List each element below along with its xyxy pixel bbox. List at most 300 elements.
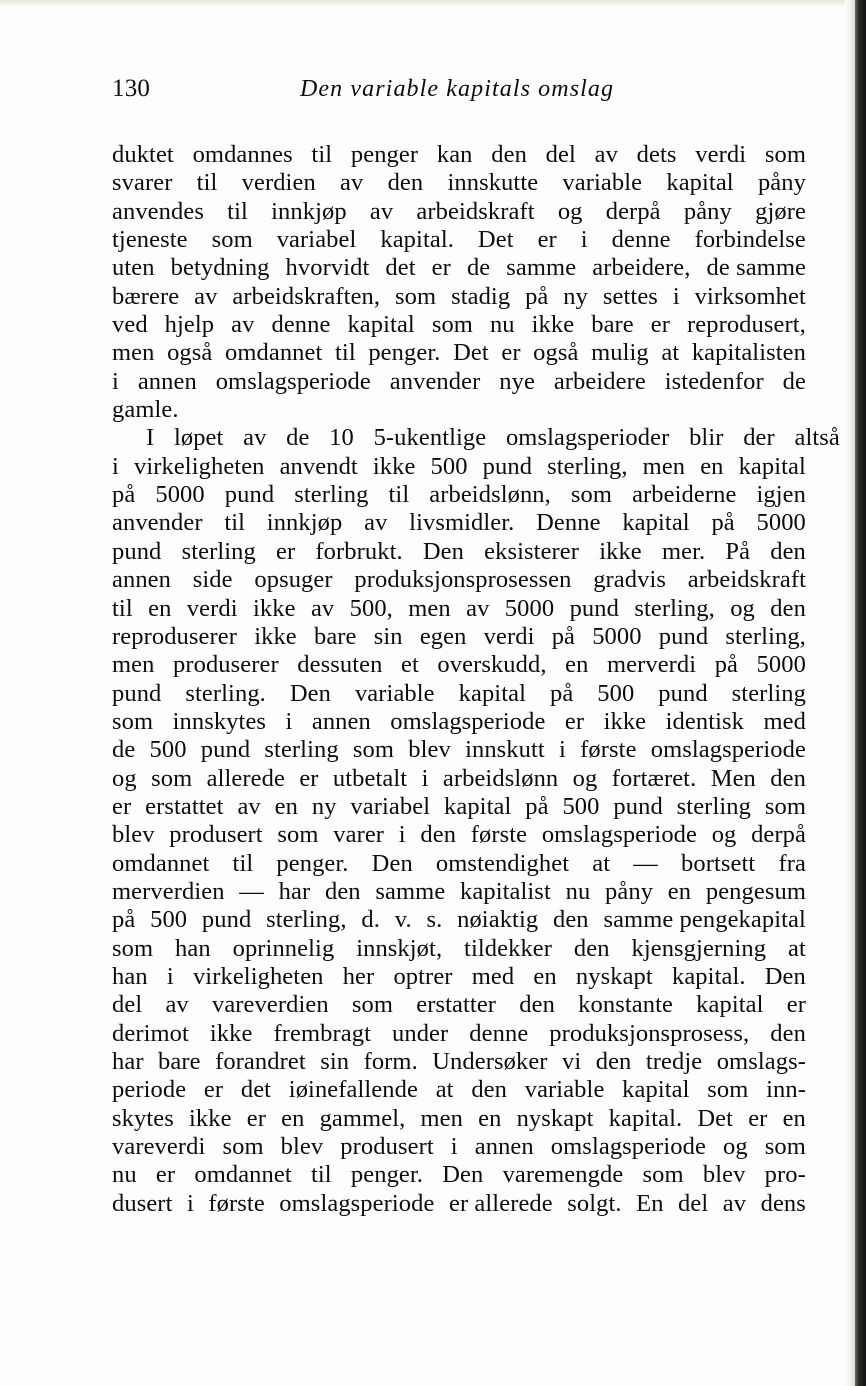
word: gammel, <box>319 1104 406 1132</box>
word: 500 <box>597 679 635 707</box>
word: eksisterer <box>484 537 580 565</box>
text-line <box>112 1133 806 1161</box>
body-text-block <box>112 141 840 1218</box>
word: på <box>112 481 136 509</box>
word: at <box>592 849 611 877</box>
paragraph <box>112 424 840 1218</box>
word: på <box>711 509 735 537</box>
word: pund <box>482 452 533 480</box>
word: av <box>237 792 261 820</box>
word: utbetalt <box>332 764 408 792</box>
word: omdannet <box>194 1161 292 1189</box>
word: v. <box>394 906 412 934</box>
word: blev <box>112 821 155 849</box>
word: som <box>707 1076 749 1104</box>
word: i <box>186 1189 194 1217</box>
word: kjensgjerning <box>631 934 767 962</box>
word: omslagsperiode <box>279 1189 435 1217</box>
word: som <box>112 934 154 962</box>
word: pund <box>658 622 709 650</box>
word: arbeidslønn, <box>429 481 551 509</box>
word: del <box>678 1189 709 1217</box>
word: den <box>387 169 424 197</box>
word: kapital. <box>380 226 454 254</box>
word: på <box>549 679 574 707</box>
scan-binding-edge <box>855 0 866 1386</box>
text-line <box>112 991 806 1019</box>
word: at <box>661 339 680 367</box>
word: livsmidler. <box>409 509 515 537</box>
word: en <box>148 594 172 622</box>
word: har <box>278 877 311 905</box>
word: kapital <box>347 311 415 339</box>
word: nye <box>499 367 535 395</box>
text-line <box>112 424 840 452</box>
word: påny <box>605 877 654 905</box>
word: den <box>519 991 555 1019</box>
word: annen <box>137 367 197 395</box>
text-line <box>112 793 806 821</box>
word: den <box>770 1019 806 1047</box>
word: nøiaktig <box>457 906 539 934</box>
word: merverdi <box>606 651 697 679</box>
running-head-title: Den variable kapitals omslag <box>300 76 615 102</box>
word: virksomhet <box>694 282 806 310</box>
word: ikke <box>531 311 575 339</box>
word: som <box>112 707 154 735</box>
word: den <box>595 1048 632 1075</box>
word: i <box>450 1133 458 1161</box>
word: en <box>478 1104 502 1132</box>
paragraph <box>112 141 806 424</box>
word: forbindelse <box>694 226 806 254</box>
word: arbeiderne <box>632 481 737 509</box>
word: istedenfor <box>664 367 764 395</box>
word: arbeidskraften, <box>232 282 381 310</box>
word: kapital <box>666 169 734 197</box>
word: forandret <box>215 1048 306 1075</box>
word: sterling <box>181 537 256 565</box>
word: allerede <box>206 764 285 792</box>
word: 10 <box>329 424 354 452</box>
word: annen <box>474 1133 534 1161</box>
word: opsuger <box>254 566 333 594</box>
word: av <box>364 509 388 537</box>
word: ikke <box>603 707 647 735</box>
word: omdannes <box>192 141 293 168</box>
word: den <box>420 821 457 849</box>
word: del <box>545 141 576 168</box>
word: kapitalisten <box>691 339 806 367</box>
word: på <box>714 651 739 679</box>
word: omslagsperiode <box>215 367 371 395</box>
word: er allerede <box>448 1189 553 1217</box>
word: En <box>636 1189 664 1217</box>
word: av <box>165 991 189 1019</box>
word: til <box>227 197 248 225</box>
word: penger. <box>276 849 349 877</box>
word: arbeidere, <box>592 254 691 282</box>
word: produksjonsprosessen <box>354 566 572 594</box>
word: oprinnelig <box>232 934 335 962</box>
text-line <box>112 254 806 282</box>
word: anvender <box>389 367 481 395</box>
word: som <box>764 1133 806 1161</box>
text-line <box>112 198 806 226</box>
word: dessuten <box>297 651 383 679</box>
word: men <box>408 594 451 622</box>
text-line <box>112 906 806 934</box>
word: 5000 <box>756 651 806 679</box>
word: men <box>642 452 686 480</box>
text-line <box>112 509 806 537</box>
word: gjøre <box>755 197 806 225</box>
word: de <box>112 736 136 764</box>
word: erstatter <box>416 991 497 1019</box>
word: dusert <box>112 1189 173 1217</box>
text-line <box>112 453 806 481</box>
word: den <box>552 906 589 934</box>
word: er <box>431 254 451 282</box>
word: dets <box>636 141 677 168</box>
word: den <box>770 537 806 565</box>
word: variable <box>354 679 435 707</box>
word: og <box>711 821 737 849</box>
word: fortæret. <box>611 764 697 792</box>
word: under <box>392 1019 449 1047</box>
word: det <box>385 254 416 282</box>
word: til <box>311 141 333 168</box>
word: men <box>420 1104 463 1132</box>
word: det <box>240 1076 272 1104</box>
word: 500 <box>150 906 188 934</box>
word: i <box>166 962 174 990</box>
word: s. <box>426 906 443 934</box>
word: blir <box>689 424 724 452</box>
word: en <box>667 877 692 905</box>
word: arbeidslønn <box>442 764 559 792</box>
word: og <box>723 1133 748 1161</box>
word: produserer <box>173 651 279 679</box>
word: produksjonsprosess, <box>549 1019 750 1047</box>
word: reproduserer <box>112 622 237 650</box>
word: annen <box>112 566 171 594</box>
word: den <box>471 1076 507 1104</box>
word: pund <box>112 679 162 707</box>
word: kapital. <box>608 1104 683 1132</box>
word: er <box>650 311 670 339</box>
word: pund <box>613 792 663 820</box>
word: av <box>243 424 267 452</box>
text-line <box>112 1105 806 1133</box>
word: første <box>208 1189 265 1217</box>
word: vi <box>562 1048 582 1075</box>
word: pro- <box>764 1161 806 1189</box>
word: er <box>299 764 319 792</box>
text-line <box>112 283 806 311</box>
word: til <box>224 509 246 537</box>
word: innskytes <box>172 707 267 735</box>
word: bare <box>313 622 357 650</box>
word: 5000 <box>592 622 642 650</box>
word: ikke <box>599 537 642 565</box>
word: Det <box>477 226 514 254</box>
word: bærere <box>112 282 180 310</box>
word: bare <box>158 1048 201 1075</box>
word: men <box>112 651 155 679</box>
word: første <box>580 736 637 764</box>
word: den <box>324 877 361 905</box>
word: som <box>431 311 473 339</box>
word: også <box>533 339 579 367</box>
word: er <box>155 1161 176 1189</box>
word: vareverdi <box>112 1133 206 1161</box>
word: sterling, <box>725 622 806 650</box>
word: varer <box>333 821 385 849</box>
text-line <box>112 339 806 367</box>
word: 500 <box>562 792 600 820</box>
word: også <box>167 339 213 367</box>
word: omdannet <box>224 339 323 367</box>
word: ikke <box>252 594 296 622</box>
word: solgt. <box>567 1189 622 1217</box>
word: samme pengekapital <box>603 906 806 934</box>
word: som <box>764 792 806 820</box>
word: den <box>770 594 806 622</box>
word: omslagsperiode <box>390 707 546 735</box>
word: 5000 <box>756 509 806 537</box>
word: her <box>342 962 375 990</box>
word: en <box>281 1104 305 1132</box>
word: settes <box>602 282 658 310</box>
word: nyskapt <box>575 962 653 990</box>
word: og <box>730 594 755 622</box>
word: annen <box>311 707 371 735</box>
word: derimot <box>112 1019 189 1047</box>
word: 5000 <box>504 594 555 622</box>
word: virkeligheten <box>192 962 324 990</box>
scan-gutter <box>845 0 855 1386</box>
word: kan <box>436 141 473 168</box>
word: ny <box>563 282 588 310</box>
word: nu <box>565 877 591 905</box>
word: et <box>400 651 419 679</box>
word: i <box>112 452 119 480</box>
text-line <box>112 935 806 963</box>
text-line <box>112 141 806 169</box>
word: pund <box>658 679 708 707</box>
word: Den <box>764 962 806 990</box>
word: av <box>231 311 255 339</box>
text-line <box>112 765 806 793</box>
word: en <box>782 1104 806 1132</box>
word: erstattet <box>145 792 224 820</box>
word: de samme <box>706 254 806 282</box>
page-number: 130 <box>112 75 151 102</box>
word: sterling <box>731 679 806 707</box>
word: anvendt <box>279 452 358 480</box>
word: er <box>246 1104 266 1132</box>
word: hvorvidt <box>285 254 370 282</box>
text-line <box>112 595 806 623</box>
word: dens <box>760 1189 806 1217</box>
word: sterling. <box>185 679 266 707</box>
word: av <box>194 282 218 310</box>
word: en <box>700 452 724 480</box>
word: der <box>743 424 775 452</box>
text-line <box>112 1020 806 1048</box>
word: med <box>763 707 806 735</box>
word: Denne <box>536 509 601 537</box>
word: han <box>112 962 148 990</box>
word: har <box>112 1048 144 1075</box>
word: at <box>788 934 806 962</box>
text-line <box>112 680 806 708</box>
word: pund <box>112 537 162 565</box>
text-line <box>112 566 806 594</box>
word: konstante <box>578 991 673 1019</box>
word: blev <box>702 1161 746 1189</box>
word: omslagsperioder <box>505 424 670 452</box>
word: til <box>232 849 254 877</box>
word: vareverdien <box>211 991 329 1019</box>
word: er <box>501 339 521 367</box>
word: på <box>525 282 549 310</box>
word: verdi <box>695 141 747 168</box>
word: egen <box>419 622 467 650</box>
word: pund <box>200 736 251 764</box>
word: som <box>570 481 613 509</box>
word: kapital <box>444 792 512 820</box>
word: som <box>151 764 193 792</box>
word: som <box>351 991 394 1019</box>
word: altså <box>794 424 840 452</box>
word: i <box>398 821 406 849</box>
word: verdien <box>241 169 316 197</box>
word: de <box>286 424 310 452</box>
word: overskudd, <box>437 651 547 679</box>
word: bare <box>591 311 634 339</box>
word: sterling, <box>266 906 347 934</box>
word: i <box>112 367 119 395</box>
word: kapital. <box>671 962 746 990</box>
word: til <box>388 481 410 509</box>
word: som <box>642 1161 684 1189</box>
text-line <box>112 623 806 651</box>
word: pund <box>201 906 252 934</box>
word: kapital <box>738 452 806 480</box>
word: på <box>525 792 549 820</box>
word: i <box>672 282 680 310</box>
word: verdi <box>483 622 535 650</box>
word: — <box>633 849 658 877</box>
word: Den <box>289 679 331 707</box>
word: betydning <box>170 254 270 282</box>
word: virkeligheten <box>133 452 265 480</box>
word: til <box>335 339 356 367</box>
word: på <box>112 906 136 934</box>
word: ny <box>311 792 337 820</box>
word: inn- <box>766 1076 806 1104</box>
word: igjen <box>756 481 806 509</box>
word: På <box>725 537 751 565</box>
word: periode <box>112 1076 187 1104</box>
word: pengesum <box>705 877 806 905</box>
word: omslags- <box>716 1048 806 1075</box>
word: den <box>770 764 806 792</box>
word: mer. <box>661 537 706 565</box>
text-line <box>112 169 806 197</box>
word: som <box>395 282 437 310</box>
word: sterling <box>676 792 751 820</box>
word: — <box>239 877 264 905</box>
word: 5-ukentlige <box>373 424 487 452</box>
word: variabel <box>276 226 357 254</box>
word: frembragt <box>273 1019 371 1047</box>
word: kapital <box>696 991 764 1019</box>
word: de <box>466 254 491 282</box>
word: i <box>285 707 293 735</box>
word: som <box>211 226 253 254</box>
word: Det <box>697 1104 734 1132</box>
word: derpå <box>751 821 806 849</box>
word: til <box>112 594 133 622</box>
word: omstendighet <box>435 849 570 877</box>
word: blev <box>280 1133 324 1161</box>
word: varemengde <box>502 1161 624 1189</box>
word: kapital <box>622 1076 690 1104</box>
word: sterling <box>294 481 369 509</box>
word: omdannet <box>112 849 210 877</box>
word: den <box>491 141 527 168</box>
word: ikke <box>372 452 416 480</box>
word: kapitalist <box>460 877 551 905</box>
word: at <box>435 1076 454 1104</box>
text-line <box>112 821 806 849</box>
text-line <box>112 368 806 396</box>
word: 500 <box>430 452 468 480</box>
word: til <box>310 1161 332 1189</box>
word: tjeneste <box>112 226 188 254</box>
word: bortsett <box>681 849 756 877</box>
scan-top-edge <box>0 0 866 7</box>
text-line <box>112 481 806 509</box>
word: duktet <box>112 141 174 168</box>
text-line <box>112 878 806 906</box>
word: denne <box>469 1019 529 1047</box>
word: uten <box>112 254 155 282</box>
word: omslagsperiode <box>550 1133 706 1161</box>
word: ved <box>112 311 148 339</box>
word: variabel <box>350 792 431 820</box>
word: sterling, <box>634 594 715 622</box>
word: av <box>340 169 364 197</box>
word: og <box>112 764 137 792</box>
word: omslagsperiode <box>650 736 806 764</box>
word: som <box>764 141 806 168</box>
word: på <box>551 622 576 650</box>
word: del <box>112 991 143 1019</box>
word: som <box>352 736 395 764</box>
word: nu <box>112 1161 137 1189</box>
word: skytes <box>112 1104 174 1132</box>
word: er <box>537 226 557 254</box>
word: gradvis <box>593 566 667 594</box>
word: kapital <box>622 509 690 537</box>
word: første <box>470 821 528 849</box>
word: variable <box>524 1076 605 1104</box>
word: optrer <box>393 962 453 990</box>
